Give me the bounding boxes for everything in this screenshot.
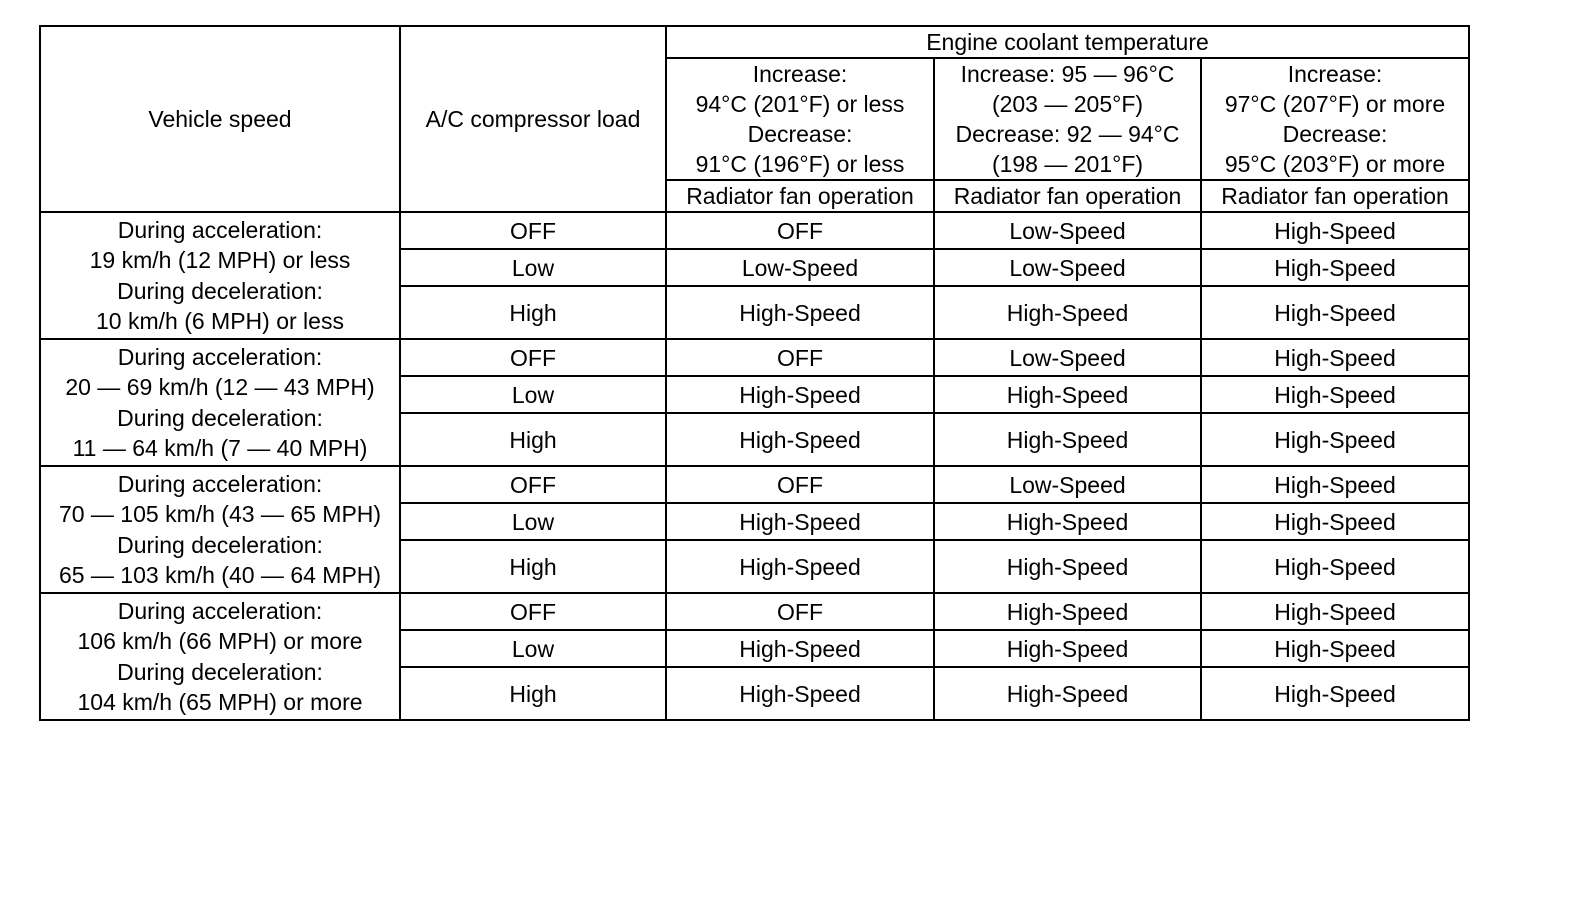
fan-cell: High-Speed [1201, 339, 1469, 376]
fan-cell: High-Speed [934, 376, 1201, 413]
temp-range-line: Decrease: [1282, 121, 1388, 147]
ac-load-cell: OFF [400, 466, 666, 503]
speed-line: During acceleration: [117, 597, 323, 624]
speed-line: 70 — 105 km/h (43 — 65 MPH) [58, 501, 382, 527]
fan-cell: Low-Speed [666, 249, 934, 286]
speed-line: During deceleration: [117, 658, 323, 685]
fan-operation-header: Radiator fan operation [666, 180, 934, 212]
fan-cell: High-Speed [1201, 540, 1469, 593]
ac-load-cell: Low [400, 249, 666, 286]
speed-line: 10 km/h (6 MPH) or less [96, 308, 344, 334]
speed-line: 65 — 103 km/h (40 — 64 MPH) [58, 562, 382, 588]
fan-cell: High-Speed [934, 593, 1201, 630]
fan-cell: High-Speed [1201, 286, 1469, 339]
temp-range-mid [934, 58, 1201, 180]
speed-line: During acceleration: [117, 470, 323, 497]
table-row [40, 339, 1469, 376]
vehicle-speed-cell [40, 466, 400, 593]
table-body [40, 212, 1469, 720]
ac-load-cell: Low [400, 503, 666, 540]
fan-cell: High-Speed [1201, 413, 1469, 466]
fan-cell: High-Speed [934, 413, 1201, 466]
fan-cell: OFF [666, 339, 934, 376]
speed-line: During acceleration: [117, 216, 323, 243]
fan-cell: High-Speed [934, 667, 1201, 720]
fan-cell: High-Speed [666, 630, 934, 667]
speed-line: During deceleration: [117, 531, 323, 558]
fan-cell: High-Speed [1201, 212, 1469, 249]
fan-cell: Low-Speed [934, 339, 1201, 376]
vehicle-speed-cell [40, 593, 400, 720]
temp-range-line: Increase: [752, 61, 848, 87]
speed-line: During deceleration: [117, 277, 323, 304]
coolant-temp-header: Engine coolant temperature [666, 26, 1469, 58]
fan-cell: High-Speed [934, 630, 1201, 667]
ac-load-cell: OFF [400, 339, 666, 376]
radiator-fan-table [39, 25, 1470, 721]
temp-range-line: Increase: [1287, 61, 1383, 87]
table-row [40, 593, 1469, 630]
fan-cell: High-Speed [1201, 466, 1469, 503]
fan-cell: Low-Speed [934, 466, 1201, 503]
temp-range-line: 91°C (196°F) or less [695, 151, 905, 177]
fan-cell: OFF [666, 466, 934, 503]
fan-cell: High-Speed [666, 540, 934, 593]
fan-operation-header: Radiator fan operation [934, 180, 1201, 212]
fan-cell: High-Speed [1201, 630, 1469, 667]
fan-cell: High-Speed [1201, 376, 1469, 413]
speed-line: 106 km/h (66 MPH) or more [77, 628, 363, 654]
table-row [40, 212, 1469, 249]
fan-cell: High-Speed [1201, 503, 1469, 540]
fan-cell: OFF [666, 212, 934, 249]
vehicle-speed-cell [40, 339, 400, 466]
fan-cell: High-Speed [666, 376, 934, 413]
temp-range-line: Increase: 95 — 96°C [960, 61, 1175, 87]
speed-line: 11 — 64 km/h (7 — 40 MPH) [72, 435, 368, 461]
fan-cell: High-Speed [934, 286, 1201, 339]
temp-range-line: 94°C (201°F) or less [695, 91, 905, 117]
temp-range-line: 95°C (203°F) or more [1224, 151, 1446, 177]
ac-load-header: A/C compressor load [400, 26, 666, 212]
fan-cell: High-Speed [666, 286, 934, 339]
fan-cell: Low-Speed [934, 249, 1201, 286]
temp-range-line: (198 — 201°F) [991, 151, 1144, 177]
speed-line: 19 km/h (12 MPH) or less [89, 247, 351, 273]
fan-cell: OFF [666, 593, 934, 630]
ac-load-cell: Low [400, 376, 666, 413]
speed-line: During deceleration: [117, 404, 323, 431]
fan-cell: High-Speed [666, 503, 934, 540]
fan-cell: High-Speed [1201, 593, 1469, 630]
speed-line: 20 — 69 km/h (12 — 43 MPH) [65, 374, 375, 400]
vehicle-speed-cell [40, 212, 400, 339]
fan-cell: High-Speed [1201, 249, 1469, 286]
table-header [40, 26, 1469, 212]
ac-load-cell: Low [400, 630, 666, 667]
speed-line: During acceleration: [117, 343, 323, 370]
temp-range-line: (203 — 205°F) [991, 91, 1144, 117]
fan-cell: High-Speed [666, 667, 934, 720]
ac-load-cell: OFF [400, 593, 666, 630]
fan-cell: High-Speed [934, 503, 1201, 540]
table-row [40, 466, 1469, 503]
fan-operation-header: Radiator fan operation [1201, 180, 1469, 212]
fan-cell: Low-Speed [934, 212, 1201, 249]
fan-cell: High-Speed [1201, 667, 1469, 720]
temp-range-line: Decrease: [747, 121, 853, 147]
temp-range-line: Decrease: 92 — 94°C [955, 121, 1180, 147]
ac-load-cell: High [400, 413, 666, 466]
speed-line: 104 km/h (65 MPH) or more [77, 689, 363, 715]
ac-load-cell: High [400, 667, 666, 720]
temp-range-line: 97°C (207°F) or more [1224, 91, 1446, 117]
ac-load-cell: High [400, 286, 666, 339]
temp-range-low [666, 58, 934, 180]
ac-load-cell: High [400, 540, 666, 593]
ac-load-cell: OFF [400, 212, 666, 249]
vehicle-speed-header: Vehicle speed [40, 26, 400, 212]
fan-cell: High-Speed [666, 413, 934, 466]
fan-cell: High-Speed [934, 540, 1201, 593]
temp-range-high [1201, 58, 1469, 180]
